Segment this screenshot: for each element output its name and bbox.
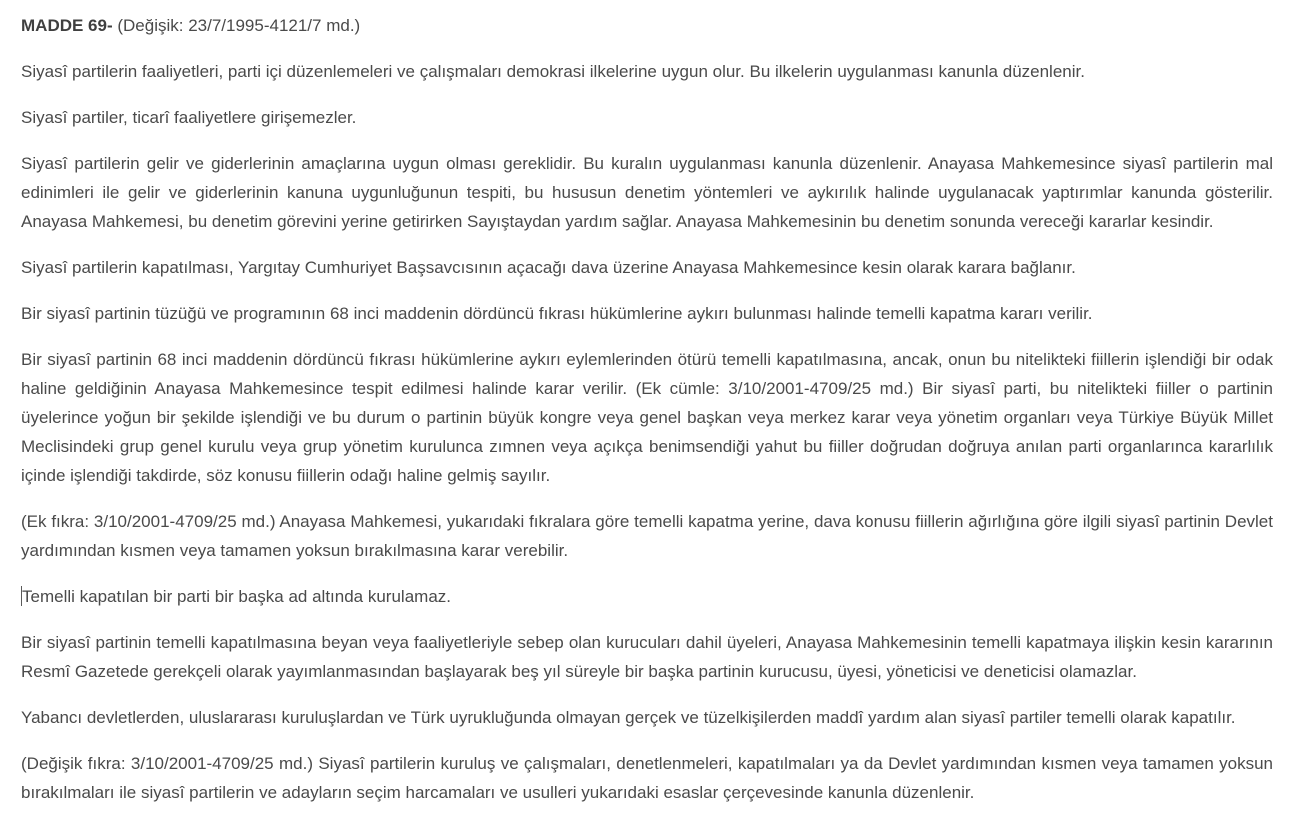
article-heading [21,11,1273,40]
article-number: MADDE 69- [21,16,113,35]
paragraph-7: (Ek fıkra: 3/10/2001-4709/25 md.) Anayasa Mahkemesi, yukarıdaki fıkralara göre temelli kapatma yerine, dava konusu fiillerin ağırlığına göre ilgili siyasî partinin Devlet yardımından kısmen veya tamamen yoksun bırakılmasına karar verebilir. [21,512,1273,560]
paragraph-5: Bir siyasî partinin tüzüğü ve programının 68 inci maddenin dördüncü fıkrası hükümlerine aykırı bulunması halinde temelli kapatma kararı verilir. [21,304,1093,323]
paragraph-1: Siyasî partilerin faaliyetleri, parti içi düzenlemeleri ve çalışmaları demokrasi ilkelerine uygun olur. Bu ilkelerin uygulanması kanunla düzenlenir. [21,62,1085,81]
paragraph-8-text: Temelli kapatılan bir parti bir başka ad altında kurulamaz. [22,587,451,606]
paragraph-11: (Değişik fıkra: 3/10/2001-4709/25 md.) Siyasî partilerin kuruluş ve çalışmaları, denetlenmeleri, kapatılmaları ya da Devlet yardımından kısmen veya tamamen yoksun bırakılmaları ile siyasî partilerin ve adayların seçim harcamaları ve usulleri yukarıdaki esaslar çerçevesinde kanunla düzenlenir. [21,754,1273,802]
article-amendment-note: (Değişik: 23/7/1995-4121/7 md.) [112,16,361,35]
paragraph-8 [21,582,1273,611]
paragraph-9: Bir siyasî partinin temelli kapatılmasına beyan veya faaliyetleriyle sebep olan kurucuları dahil üyeleri, Anayasa Mahkemesinin temelli kapatmaya ilişkin kesin kararının Resmî Gazetede gerekçeli olarak yayımlanmasından başlayarak beş yıl süreyle bir başka partinin kurucusu, üyesi, yöneticisi ve deneticisi olamazlar. [21,633,1273,681]
paragraph-3: Siyasî partilerin gelir ve giderlerinin amaçlarına uygun olması gereklidir. Bu kuralın uygulanması kanunla düzenlenir. Anayasa Mahkemesince siyasî partilerin mal edinimleri ile gelir ve giderlerinin kanuna uygunluğunun tespiti, bu hususun denetim yöntemleri ve aykırılık halinde uygulanacak yaptırımlar kanunda gösterilir. Anayasa Mahkemesi, bu denetim görevini yerine getirirken Sayıştaydan yardım sağlar. Anayasa Mahkemesinin bu denetim sonunda vereceği kararlar kesindir. [21,154,1273,231]
paragraph-4: Siyasî partilerin kapatılması, Yargıtay Cumhuriyet Başsavcısının açacağı dava üzerine Anayasa Mahkemesince kesin olarak karara bağlanır. [21,258,1076,277]
paragraph-2: Siyasî partiler, ticarî faaliyetlere girişemezler. [21,108,357,127]
paragraph-6: Bir siyasî partinin 68 inci maddenin dördüncü fıkrası hükümlerine aykırı eylemlerinden ötürü temelli kapatılmasına, ancak, onun bu nitelikteki fiillerin işlendiği bir odak haline geldiğinin Anayasa Mahkemesince tespit edilmesi halinde karar verilir. (Ek cümle: 3/10/2001-4709/25 md.) Bir siyasî parti, bu nitelikteki fiiller o partinin üyelerince yoğun bir şekilde işlendiği ve bu durum o partinin büyük kongre veya genel başkan veya merkez karar veya yönetim organları veya Türkiye Büyük Millet Meclisindeki grup genel kurulu veya grup yönetim kurulunca zımnen veya açıkça benimsendiği yahut bu fiiller doğrudan doğruya anılan parti organlarınca kararlılık içinde işlendiği takdirde, söz konusu fiillerin odağı haline gelmiş sayılır. [21,350,1273,485]
paragraph-10: Yabancı devletlerden, uluslararası kuruluşlardan ve Türk uyrukluğunda olmayan gerçek ve tüzelkişilerden maddî yardım alan siyasî partiler temelli olarak kapatılır. [21,708,1236,727]
